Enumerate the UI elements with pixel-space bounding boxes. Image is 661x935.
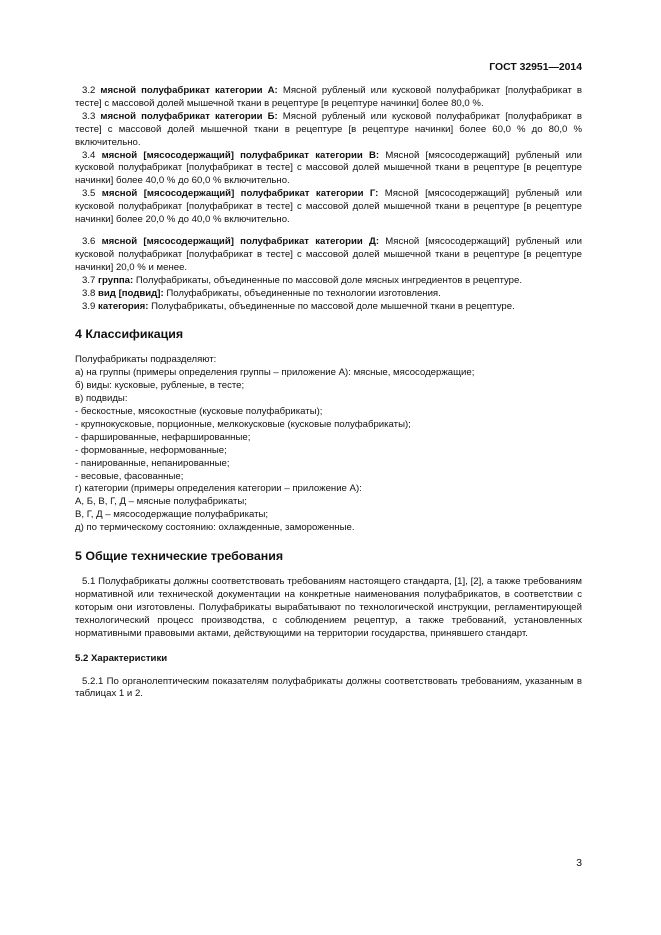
term: мясной полуфабрикат категории А: — [100, 85, 278, 96]
list-item: а) на группы (примеры определения группы – приложение А): мясные, мясосодержащие; — [75, 367, 475, 379]
definition-3-4: 3.4 мясной [мясосодержащий] полуфабрикат категории В: Мясной [мясосодержащий] рубленый или кусковой полуфабрикат [полуфабрикат в тесте] с массовой долей мышечной ткани в рецептуре [в рецептуре начинки] более 40,0 % до 60,0 % включительно. — [75, 149, 583, 187]
term: группа: — [98, 274, 134, 286]
list-item: - весовые, фасованные; — [75, 470, 184, 482]
definition-3-2: 3.2 мясной полуфабрикат категории А: Мясной рубленый или кусковой полуфабрикат [полуфабрикат в тесте] с массовой долей мышечной ткани в рецептуре [в рецептуре начинки] более 80,0 %. — [75, 85, 583, 109]
definition-3-8: 3.8 вид [подвид]: Полуфабрикаты, объединенные по технологии изготовления. — [82, 287, 441, 299]
list-item: - фаршированные, нефаршированные; — [75, 431, 251, 443]
page-number: 3 — [576, 858, 582, 869]
list-item: - панированные, непанированные; — [75, 457, 230, 469]
list-item: б) виды: кусковые, рубленые, в тесте; — [75, 380, 245, 392]
classification-list — [75, 354, 582, 535]
document-content — [75, 85, 582, 701]
list-item: Полуфабрикаты подразделяют: — [75, 354, 217, 366]
term: категория: — [98, 300, 149, 312]
definition-3-3: 3.3 мясной полуфабрикат категории Б: Мясной рубленый или кусковой полуфабрикат [полуфабрикат в тесте] с массовой долей мышечной ткани в рецептуре [в рецептуре начинки] более 60,0 % до 80,0 % включительно. — [75, 110, 582, 148]
term: мясной полуфабрикат категории Б: — [100, 110, 278, 122]
list-item: - крупнокусковые, порционные, мелкокусковые (кусковые полуфабрикаты); — [75, 418, 411, 430]
subsection-5-2-heading: 5.2 Характеристики — [75, 652, 168, 664]
term: вид [подвид]: — [98, 287, 164, 299]
paragraph-5-1: 5.1 Полуфабрикаты должны соответствовать требованиям настоящего стандарта, [1], [2], а также требованиям нормативной или технической документации на конкретные наименования полуфабрикатов, в соответствии с которым они изготовлены. Полуфабрикаты вырабатывают по технологической инструкции, регламентирующей технологический процесс производства, с соблюдением рецептур, а также требований, установленных нормативными правовыми актами, действующими на территории государства, принявшего стандарт. — [75, 576, 582, 639]
document-code: ГОСТ 32951—2014 — [489, 62, 582, 73]
list-item: А, Б, В, Г, Д – мясные полуфабрикаты; — [75, 496, 247, 508]
term: мясной [мясосодержащий] полуфабрикат категории Д: — [101, 235, 380, 247]
section-5-heading: 5 Общие технические требования — [75, 549, 284, 564]
list-item: в) подвиды: — [75, 393, 128, 405]
paragraph-5-2-1: 5.2.1 По органолептическим показателям полуфабрикаты должны соответствовать требованиям, указанным в таблицах 1 и 2. — [75, 675, 582, 700]
term: мясной [мясосодержащий] полуфабрикат категории В: — [101, 149, 380, 161]
list-item: г) категории (примеры определения категории – приложение А): — [75, 483, 362, 495]
list-item: д) по термическому состоянию: охлажденные, замороженные. — [75, 522, 355, 534]
term: мясной [мясосодержащий] полуфабрикат категории Г: — [101, 188, 379, 200]
list-item: - бескостные, мясокостные (кусковые полуфабрикаты); — [75, 406, 323, 418]
definition-3-7: 3.7 группа: Полуфабрикаты, объединенные по массовой доле мясных ингредиентов в рецептуре. — [82, 274, 523, 286]
definition-3-5: 3.5 мясной [мясосодержащий] полуфабрикат категории Г: Мясной [мясосодержащий] рубленый или кусковой полуфабрикат [полуфабрикат в тесте] с массовой долей мышечной ткани в рецептуре [в рецептуре начинки] более 20,0 % до 40,0 % включительно. — [75, 188, 582, 226]
definition-3-6: 3.6 мясной [мясосодержащий] полуфабрикат категории Д: Мясной [мясосодержащий] рубленый или кусковой полуфабрикат [полуфабрикат в тесте] с массовой долей мышечной ткани в рецептуре [в рецептуре начинки] 20,0 % и менее. — [75, 235, 582, 273]
definition-3-9: 3.9 категория: Полуфабрикаты, объединенные по массовой доле мышечной ткани в рецептуре. — [82, 300, 515, 312]
list-item: - формованные, неформованные; — [75, 444, 227, 456]
section-4-heading: 4 Классификация — [75, 327, 184, 342]
list-item: В, Г, Д – мясосодержащие полуфабрикаты; — [75, 509, 269, 521]
